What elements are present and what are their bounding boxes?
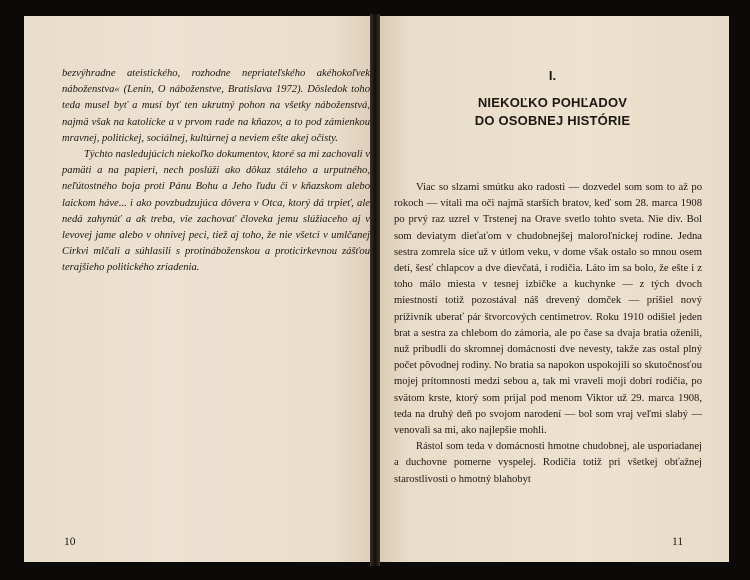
chapter-title [376, 94, 729, 130]
left-paragraph-2: Týchto nasledujúcich niekoľko dokumentov, ktoré sa mi zachovali v pamäti a na papieri, nech poslúži ako dôkaz stáleho a urputného, neľútostného boja proti Pánu Bohu a Jeho ľudu či v kňazskom alebo laickom háve... i ako povzbudzujúca dôvera v Otca, ktorý dá trpieť, ale nedá zahynúť a ak treba, vie zachovať človeka jemu slúžiaceho aj v levovej jame alebo v ohnivej peci, tiež aj toho, že nie všetci v umlčanej Cirkvi mlčali a súhlasili s protináboženskou a proticirkevnou zášťou terajšieho politického zriadenia. [62, 149, 370, 274]
right-page-number: 11 [672, 536, 684, 548]
right-paragraph-2: Rástol som teda v domácnosti hmotne chudobnej, ale usporiadanej a duchovne pomerne vyspelej. Rodičia totiž pri všetkej obťažnej starostlivosti o hmotný blahobyt [394, 441, 702, 485]
left-paragraph-1: bezvýhradne ateistického, rozhodne nepriateľského akéhokoľvek náboženstva« (Lenin, O náboženstve, Bratislava 1972). Dôsledok toho teda musel byť a musí byť ten ukrutný pohon na všetky náboženstvá, najmä však na katolícke a v prvom rade na kňazov, a to pod zámienkou mravnej, politickej, sociálnej, kultúrnej a neviem ešte akej očisty. [62, 68, 370, 144]
chapter-number: I. [548, 68, 557, 83]
book-gutter [370, 14, 380, 566]
left-page-text [62, 66, 370, 277]
right-paragraph-1: Viac so slzami smútku ako radosti — dozvedel som som to až po rokoch — vítali ma oči najmä starších bratov, keď som 28. marca 1908 po prvý raz uzrel v Trstenej na Orave svetlo tohto sveta. Nie div. Bol som deviatym dieťaťom v chudobnejšej maloroľníckej rodine. Jedna sestra zomrela síce už v útlom veku, v dome však ostalo so mnou osem detí, šesť chlapcov a dve dievčatá, i rodičia. Láto im sa bolo, že ešte i z toho málo miesta v tesnej izbičke a kuchynke — z tých dvoch miestností totiž pozostával náš drevený domček — prišiel nový príživník uberať pár štvorcových centimetrov. Roku 1910 odišiel jeden brat a sestra za chlebom do zámoria, ale po čase sa dvaja bratia oženili, nuž pribudli do skromnej domácnosti dve nevesty, takže zas ostal plný počet pôvodnej rodiny. No bratia sa napokon uspokojili so skutočnosťou mojej prítomnosti medzi sebou a, tak mi vraveli moji dobrí rodičia, po svätom krste, ktorý som prijal pod menom Viktor už 29. marca 1908, teda na druhý deň po svojom narodení — bol som vraj veľmi slabý — venovali sa mi, ako najlepšie mohli. [394, 182, 702, 437]
right-page [376, 16, 729, 562]
left-page-number: 10 [64, 536, 76, 548]
left-page [24, 16, 374, 562]
chapter-title-line-2: DO OSOBNEJ HISTÓRIE [474, 113, 631, 128]
right-page-text [394, 180, 702, 488]
chapter-title-line-1: NIEKOĽKO POHĽADOV [477, 95, 628, 110]
